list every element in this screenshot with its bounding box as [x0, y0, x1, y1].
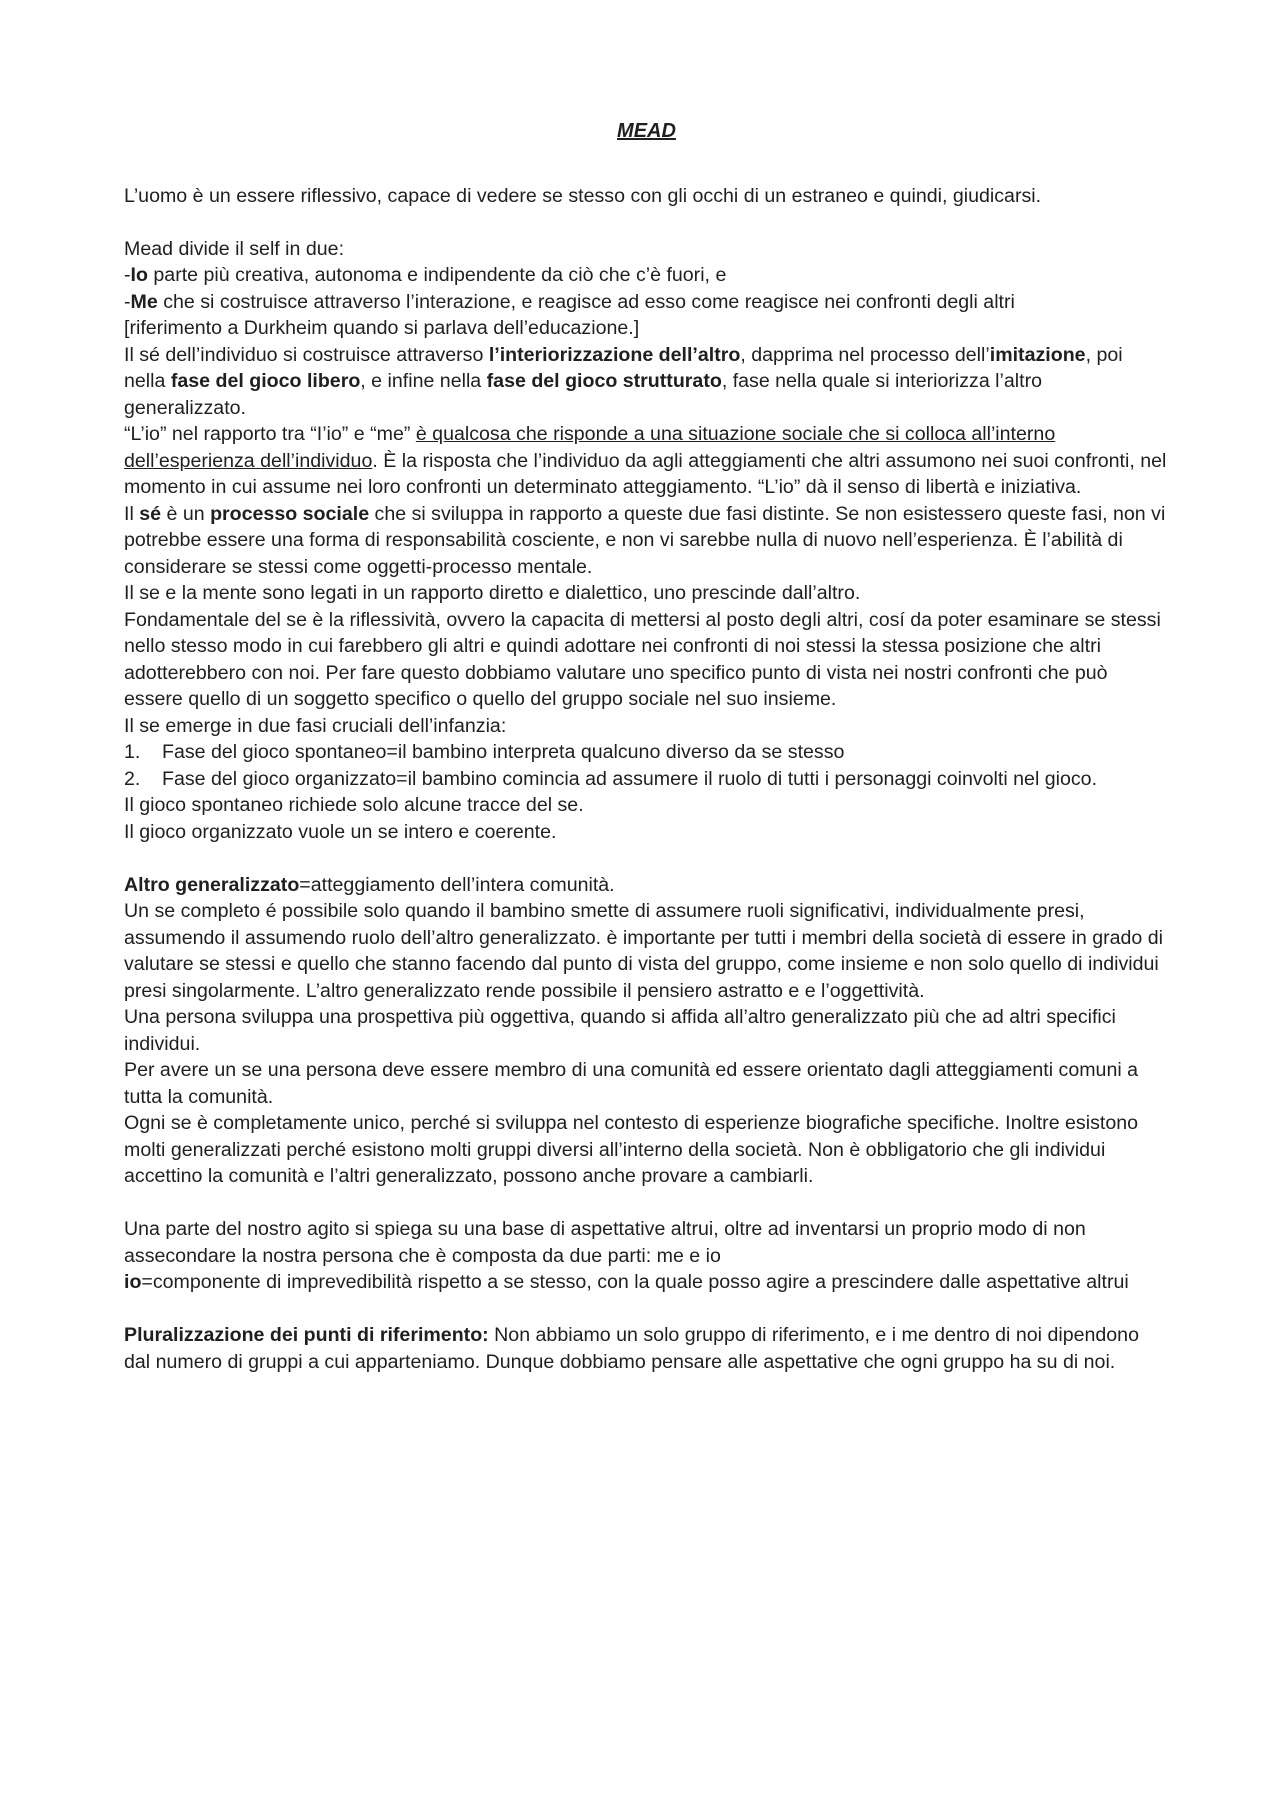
paragraph-se-individuo: [124, 342, 1169, 422]
io-def-text: =componente di imprevedibilità rispetto a se stesso, con la quale posso agire a prescindere dalle aspettative altrui: [141, 1271, 1129, 1293]
pluralizzazione-text: Non abbiamo un solo gruppo di riferimento, e i me dentro di noi dipendono dal numero di gruppi a cui apparteniamo. Dunque dobbiamo pensare alle aspettative che ogni gruppo ha su di noi.: [124, 1324, 1139, 1373]
paragraph-prospettiva: Una persona sviluppa una prospettiva più oggettiva, quando si affida all’altro generalizzato più che ad altri specifici individui.: [124, 1006, 1116, 1055]
altro-generalizzato-text: =atteggiamento dell’intera comunità.: [299, 873, 615, 896]
paragraph-riflessivo: L’uomo è un essere riflessivo, capace di vedere se stesso con gli occhi di un estraneo e quindi, giudicarsi.: [124, 184, 1042, 207]
bold-processo-sociale: processo sociale: [210, 502, 370, 525]
paragraph-membro: Per avere un se una persona deve essere membro di una comunità ed essere orientato dagli atteggiamenti comuni a tutta la comunità.: [124, 1059, 1139, 1108]
pluralizzazione-term: Pluralizzazione dei punti di riferimento:: [124, 1324, 489, 1346]
paragraph-io: [124, 262, 1169, 289]
list-number: 2.: [124, 767, 141, 790]
bold-gioco-strutturato: fase del gioco strutturato: [486, 370, 722, 392]
paragraph-fondamentale: Fondamentale del se è la riflessività, ovvero la capacita di mettersi al posto degli altri, cosí da poter esaminare se stessi nello stesso modo in cui farebbero gli altri e quindi adottare nei confronti di noi stessi la stessa posizione che altri adotterebbero con noi. Per fare questo dobbiamo valutare uno specifico punto di vista nei nostri confronti che può essere quello di un soggetto specifico o quello del gruppo sociale nel suo insieme.: [124, 608, 1161, 710]
list-number: 1.: [124, 741, 141, 763]
spacer: [124, 845, 1169, 872]
paragraph-agito: Una parte del nostro agito si spiega su una base di aspettative altrui, oltre ad inventarsi un proprio modo di non assecondare la nostra persona che è composta da due parti: me e io: [124, 1218, 1086, 1267]
text-span: Il sé dell’individuo si costruisce attraverso: [124, 343, 489, 366]
text-span: , poi nella: [124, 343, 1123, 392]
text-span: . È la risposta che l’individuo da agli atteggiamenti che altri assumono nei suoi confronti, nel momento in cui assume nei loro confronti un determinato atteggiamento. “L’io” dà il senso di libertà e iniziativa.: [124, 449, 1167, 498]
list-item: [124, 739, 1169, 766]
paragraph-fasi-intro: Il se emerge in due fasi cruciali dell’infanzia:: [124, 714, 507, 737]
spacer: [124, 1190, 1169, 1217]
bold-gioco-libero: fase del gioco libero: [170, 370, 361, 392]
text-span: Il: [124, 502, 140, 525]
text-span: , dapprima nel processo dell’: [740, 343, 990, 366]
list-item: [124, 766, 1169, 793]
paragraph-gioco-organizzato: Il gioco organizzato vuole un se intero e coerente.: [124, 820, 557, 843]
bold-se: sé: [139, 502, 162, 525]
paragraph-se-completo: Un se completo é possibile solo quando il bambino smette di assumere ruoli significativi, individualmente presi, assumendo il assumendo ruolo dell’altro generalizzato. è importante per tutti i membri della società di essere in grado di valutare se stessi e quello che stanno facendo dal punto di vista del gruppo, come insieme e non solo quello di individui presi singolarmente. L’altro generalizzato rende possibile il pensiero astratto e e l’oggettività.: [124, 900, 1164, 1002]
fasi-list: [124, 739, 1169, 792]
bold-interiorizzazione: l’interiorizzazione dell’altro: [488, 343, 741, 366]
me-prefix: -: [124, 290, 131, 313]
io-prefix: -: [124, 264, 131, 286]
paragraph-lio: [124, 421, 1169, 501]
io-def-term: io: [124, 1271, 142, 1293]
paragraph-mente: Il se e la mente sono legati in un rapporto diretto e dialettico, uno prescinde dall’altro.: [124, 582, 861, 604]
text-span: , e infine nella: [360, 370, 487, 392]
document-page: [124, 118, 1169, 1375]
me-term: Me: [130, 290, 158, 313]
paragraph-altro-generalizzato: [124, 872, 1169, 899]
paragraph-self-intro: Mead divide il self in due:: [124, 237, 345, 260]
bold-imitazione: imitazione: [989, 343, 1086, 366]
text-span: “L’io” nel rapporto tra “I’io” e “me”: [124, 423, 416, 445]
spacer: [124, 209, 1169, 236]
paragraph-me: [124, 289, 1169, 316]
paragraph-durkheim: [riferimento a Durkheim quando si parlava dell’educazione.]: [124, 317, 640, 339]
paragraph-processo-sociale: [124, 501, 1169, 581]
paragraph-unico: Ogni se è completamente unico, perché si sviluppa nel contesto di esperienze biografiche specifiche. Inoltre esistono molti generalizzati perché esistono molti gruppi diversi all’interno della società. Non è obbligatorio che gli individui accettino la comunità e l’altri generalizzato, possono anche provare a cambiarli.: [124, 1112, 1139, 1187]
text-span: , fase nella quale si interiorizza l’altro generalizzato.: [124, 370, 1042, 419]
paragraph-io-definition: [124, 1269, 1169, 1296]
underlined-definition: è qualcosa che risponde a una situazione sociale che si colloca all’interno dell’esperienza dell’individuo: [124, 423, 1056, 472]
text-span: è un: [161, 502, 211, 525]
paragraph-pluralizzazione: [124, 1322, 1169, 1375]
io-text: parte più creativa, autonoma e indipendente da ciò che c’è fuori, e: [147, 264, 727, 286]
paragraph-gioco-spontaneo: Il gioco spontaneo richiede solo alcune tracce del se.: [124, 794, 584, 816]
me-text: che si costruisce attraverso l’interazione, e reagisce ad esso come reagisce nei confronti degli altri: [157, 290, 1015, 313]
io-term: Io: [130, 264, 148, 286]
list-text: Fase del gioco organizzato=il bambino comincia ad assumere il ruolo di tutti i personaggi coinvolti nel gioco.: [162, 767, 1098, 790]
altro-generalizzato-term: Altro generalizzato: [124, 873, 300, 896]
page-title: MEAD: [617, 120, 676, 142]
list-text: Fase del gioco spontaneo=il bambino interpreta qualcuno diverso da se stesso: [162, 741, 845, 763]
spacer: [124, 1296, 1169, 1323]
text-span: che si sviluppa in rapporto a queste due fasi distinte. Se non esistessero queste fasi, non vi potrebbe essere una forma di responsabilità cosciente, e non vi sarebbe nulla di nuovo nell’esperienza. È l’abilità di considerare se stessi come oggetti-processo mentale.: [124, 502, 1166, 578]
